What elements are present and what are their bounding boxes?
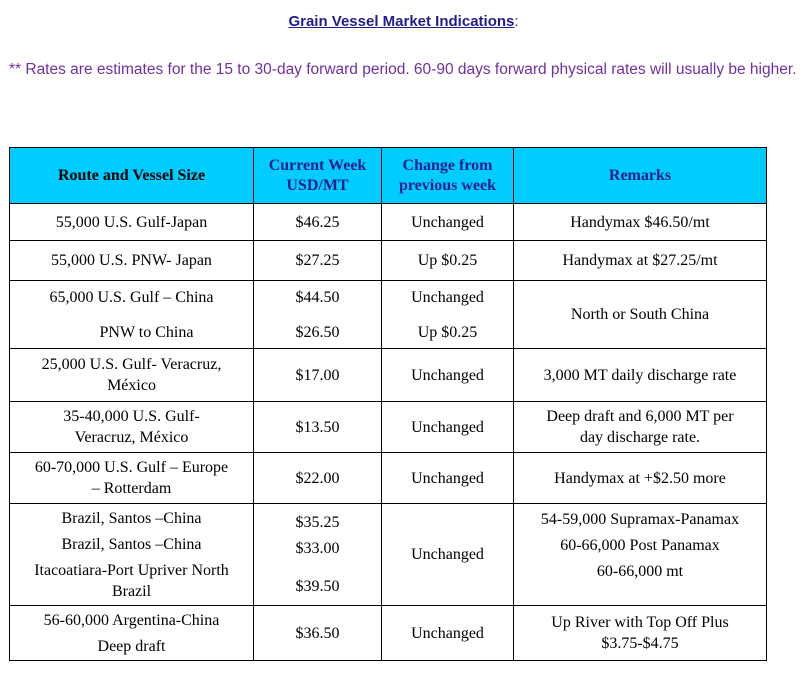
title-colon: :	[514, 13, 519, 30]
remarks-cell: 3,000 MT daily discharge rate	[514, 349, 767, 402]
route-cell: 65,000 U.S. Gulf – China PNW to China	[10, 281, 254, 349]
route-cell: 55,000 U.S. PNW- Japan	[10, 241, 254, 281]
rate-cell: $13.50	[254, 402, 382, 453]
route-cell: 56-60,000 Argentina-China Deep draft	[10, 606, 254, 661]
page-title	[0, 13, 807, 30]
route-cell: 25,000 U.S. Gulf- Veracruz, México	[10, 349, 254, 402]
change-cell: Unchanged	[382, 402, 514, 453]
header-change: Change from previous week	[382, 148, 514, 204]
rate-cell: $44.50 $26.50	[254, 281, 382, 349]
rate-cell: $22.00	[254, 453, 382, 504]
header-route: Route and Vessel Size	[10, 148, 254, 204]
header-current-week: Current Week USD/MT	[254, 148, 382, 204]
table-row	[10, 606, 767, 661]
rate-cell: $27.25	[254, 241, 382, 281]
table-row	[10, 453, 767, 504]
change-cell: Unchanged	[382, 453, 514, 504]
remarks-cell: Handymax $46.50/mt	[514, 204, 767, 241]
table-header-row	[10, 148, 767, 204]
route-cell: 60-70,000 U.S. Gulf – Europe – Rotterdam	[10, 453, 254, 504]
rate-cell: $35.25 $33.00 $39.50	[254, 504, 382, 606]
rate-cell: $36.50	[254, 606, 382, 661]
rate-cell: $17.00	[254, 349, 382, 402]
table-row	[10, 241, 767, 281]
vessel-rates-table	[9, 147, 767, 661]
change-cell: Unchanged	[382, 349, 514, 402]
change-cell: Unchanged	[382, 204, 514, 241]
rate-cell: $46.25	[254, 204, 382, 241]
remarks-cell: Handymax at $27.25/mt	[514, 241, 767, 281]
route-cell: 55,000 U.S. Gulf-Japan	[10, 204, 254, 241]
rates-note: ** Rates are estimates for the 15 to 30-day forward period. 60-90 days forward physical rates will usually be higher.	[9, 61, 797, 78]
change-cell: Up $0.25	[382, 241, 514, 281]
route-cell: 35-40,000 U.S. Gulf- Veracruz, México	[10, 402, 254, 453]
change-cell: Unchanged Up $0.25	[382, 281, 514, 349]
change-cell: Unchanged	[382, 606, 514, 661]
header-remarks: Remarks	[514, 148, 767, 204]
table-row	[10, 204, 767, 241]
title-text: Grain Vessel Market Indications	[288, 13, 515, 30]
remarks-cell: Handymax at +$2.50 more	[514, 453, 767, 504]
table-row	[10, 402, 767, 453]
route-cell: Brazil, Santos –China Brazil, Santos –China Itacoatiara-Port Upriver North Brazil	[10, 504, 254, 606]
remarks-cell: 54-59,000 Supramax-Panamax 60-66,000 Post Panamax 60-66,000 mt	[514, 504, 767, 606]
remarks-cell: Up River with Top Off Plus $3.75-$4.75	[514, 606, 767, 661]
table-row	[10, 349, 767, 402]
table-row	[10, 281, 767, 349]
change-cell: Unchanged	[382, 504, 514, 606]
remarks-cell: North or South China	[514, 281, 767, 349]
table-row	[10, 504, 767, 606]
remarks-cell: Deep draft and 6,000 MT per day discharge rate.	[514, 402, 767, 453]
